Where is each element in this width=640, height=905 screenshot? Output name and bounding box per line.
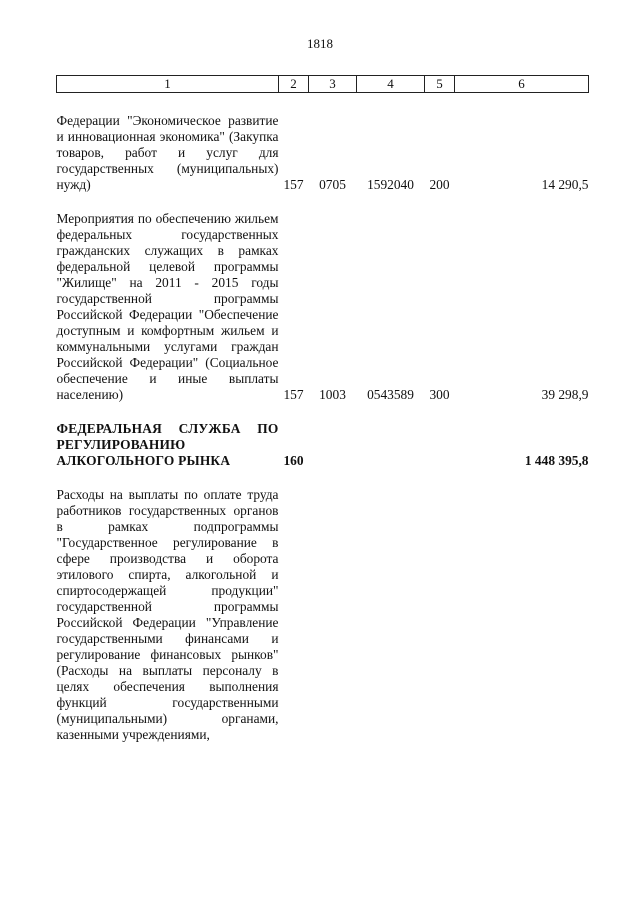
row-gl [279, 487, 309, 743]
row-rz [309, 487, 357, 743]
column-header: 6 [455, 76, 589, 93]
row-csr [357, 421, 425, 469]
column-header: 4 [357, 76, 425, 93]
row-description: Мероприятия по обеспечению жильем федеральных государственных гражданских служащих в рамках федеральной целевой программы "Жилище" на 2011 - 2015 годы государственной программы Российской Федерации "Обеспечение доступным и комфортным жильем и коммунальными услугами граждан Российской Федерации" (Социальное обеспечение и иные выплаты населению) [56, 211, 279, 402]
column-header: 2 [279, 76, 309, 93]
row-sum: 39 298,9 [541, 387, 589, 402]
row-rz [309, 421, 357, 469]
table-row [57, 211, 589, 403]
table-row [57, 421, 589, 469]
column-header: 5 [425, 76, 455, 93]
row-sum [455, 487, 589, 743]
row-description: Федерации "Экономическое развитие и инновационная экономика" (Закупка товаров, работ и услуг для государственных (муниципальных) нужд) [56, 113, 279, 192]
row-csr: 0543589 [367, 387, 414, 402]
table-row [57, 93, 589, 194]
row-vr: 300 [429, 387, 450, 402]
row-gl: 160 [283, 453, 304, 468]
page-number: 1818 [307, 36, 333, 51]
row-vr [425, 487, 455, 743]
row-gl: 157 [283, 177, 304, 192]
row-description: Расходы на выплаты по оплате труда работников государственных органов в рамках подпрограммы "Государственное регулирование в сфере производства и оборота этилового спирта, алкогольной и спиртосодержащей продукции" государственной программы Российской Федерации "Управление государственными финансами и регулирование финансовых рынков" (Расходы на выплаты персоналу в целях обеспечения выполнения функций государственными (муниципальными) органами, казенными учреждениями, [56, 487, 279, 742]
row-rz: 0705 [319, 177, 346, 192]
row-vr: 200 [429, 177, 450, 192]
table-header-row [57, 76, 589, 93]
column-header: 1 [57, 76, 279, 93]
row-rz: 1003 [319, 387, 346, 402]
row-description: ФЕДЕРАЛЬНАЯ СЛУЖБА ПО РЕГУЛИРОВАНИЮ АЛКОГОЛЬНОГО РЫНКА [56, 421, 279, 468]
row-sum: 14 290,5 [541, 177, 589, 192]
row-sum: 1 448 395,8 [524, 453, 589, 468]
budget-table [56, 75, 589, 743]
row-csr [357, 487, 425, 743]
row-csr: 1592040 [367, 177, 414, 192]
column-header: 3 [309, 76, 357, 93]
row-gl: 157 [283, 387, 304, 402]
table-row [57, 487, 589, 743]
row-vr [425, 421, 455, 469]
